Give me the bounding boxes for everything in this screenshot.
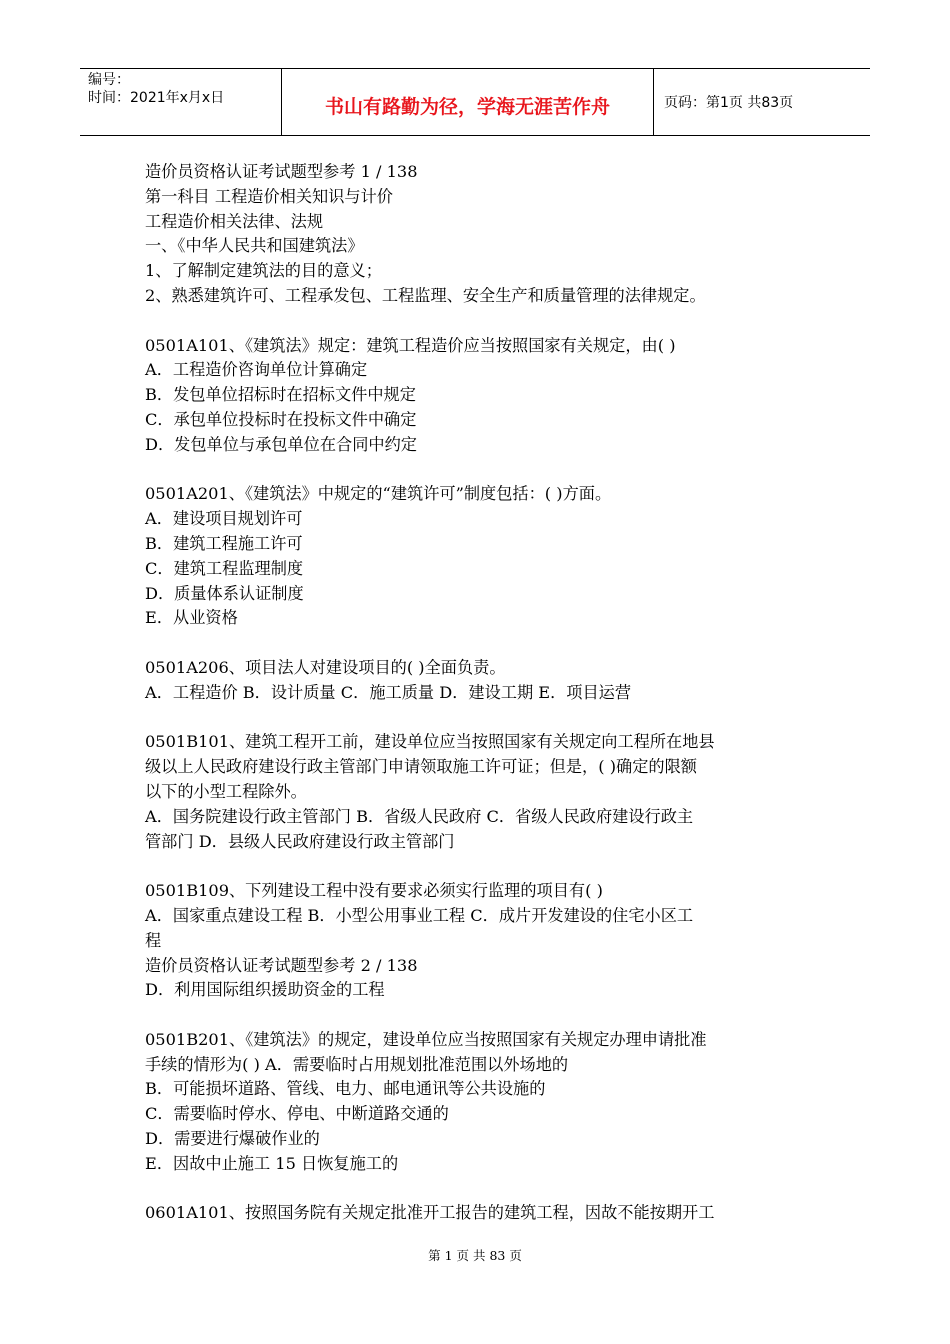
- document-number-label: 编号：: [88, 72, 130, 88]
- text-line: 2、熟悉建筑许可、工程承发包、工程监理、安全生产和质量管理的法律规定。: [145, 285, 706, 305]
- blank-line: [145, 706, 810, 731]
- text-line: D．发包单位与承包单位在合同中约定: [145, 434, 417, 454]
- text-line: D．质量体系认证制度: [145, 583, 304, 603]
- text-line: C．需要临时停水、停电、中断道路交通的: [145, 1104, 449, 1124]
- text-line: 1、了解制定建筑法的目的意义；: [145, 261, 382, 281]
- text-line: 0601A101、按照国务院有关规定批准开工报告的建筑工程，因故不能按期开工: [145, 1203, 715, 1223]
- text-line: 0501B109、下列建设工程中没有要求必须实行监理的项目有( ): [145, 881, 603, 901]
- header-meta: [80, 69, 282, 135]
- text-line: A．国务院建设行政主管部门 B．省级人民政府 C．省级人民政府建设行政主: [145, 806, 694, 826]
- text-line: 0501A201、《建筑法》中规定的“建筑许可”制度包括：( )方面。: [145, 484, 612, 504]
- text-line: A．工程造价 B．设计质量 C．施工质量 D．建设工期 E．项目运营: [145, 682, 632, 702]
- document-body: [145, 160, 810, 1226]
- text-line: 一、《中华人民共和国建筑法》: [145, 236, 364, 256]
- text-line: D．需要进行爆破作业的: [145, 1129, 320, 1149]
- text-line: 程: [145, 930, 162, 950]
- blank-line: [145, 309, 810, 334]
- blank-line: [145, 1003, 810, 1028]
- text-line: 级以上人民政府建设行政主管部门申请领取施工许可证；但是，( )确定的限额: [145, 757, 697, 777]
- text-line: 手续的情形为( ) A．需要临时占用规划批准范围以外场地的: [145, 1054, 569, 1074]
- blank-line: [145, 1177, 810, 1202]
- text-line: 0501B101、建筑工程开工前，建设单位应当按照国家有关规定向工程所在地县: [145, 732, 715, 752]
- text-line: 造价员资格认证考试题型参考 2 / 138: [145, 955, 418, 975]
- text-line: 造价员资格认证考试题型参考 1 / 138: [145, 162, 418, 181]
- header-page-info: 页码：第1页 共83页: [664, 95, 794, 111]
- text-line: D．利用国际组织援助资金的工程: [145, 980, 385, 1000]
- page-footer: 第 1 页 共 83 页: [428, 1248, 522, 1263]
- text-line: B．发包单位招标时在招标文件中规定: [145, 385, 416, 405]
- text-line: B．建筑工程施工许可: [145, 533, 303, 553]
- text-line: 管部门 D．县级人民政府建设行政主管部门: [145, 831, 455, 851]
- text-line: 0501B201、《建筑法》的规定，建设单位应当按照国家有关规定办理申请批准: [145, 1029, 707, 1049]
- blank-line: [145, 458, 810, 483]
- text-line: A．国家重点建设工程 B．小型公用事业工程 C．成片开发建设的住宅小区工: [145, 905, 694, 925]
- text-line: E．因故中止施工 15 日恢复施工的: [145, 1153, 399, 1173]
- text-line: 0501A101、《建筑法》规定：建筑工程造价应当按照国家有关规定，由( ): [145, 335, 676, 355]
- text-line: 以下的小型工程除外。: [145, 781, 307, 801]
- text-line: C．建筑工程监理制度: [145, 558, 304, 578]
- blank-line: [145, 854, 810, 879]
- header-motto: 书山有路勤为径，学海无涯苦作舟: [282, 69, 654, 135]
- text-line: E．从业资格: [145, 608, 238, 628]
- text-line: B．可能损坏道路、管线、电力、邮电通讯等公共设施的: [145, 1079, 546, 1099]
- text-line: 工程造价相关法律、法规: [145, 211, 324, 231]
- text-line: 0501A206、项目法人对建设项目的( )全面负责。: [145, 657, 506, 677]
- text-line: A．建设项目规划许可: [145, 509, 303, 529]
- text-line: A．工程造价咨询单位计算确定: [145, 360, 368, 380]
- document-date: 时间：2021年x月x日: [88, 90, 225, 106]
- text-line: 第一科目 工程造价相关知识与计价: [145, 186, 393, 206]
- blank-line: [145, 631, 810, 656]
- text-line: C．承包单位投标时在投标文件中确定: [145, 409, 417, 429]
- page-header: [80, 68, 870, 136]
